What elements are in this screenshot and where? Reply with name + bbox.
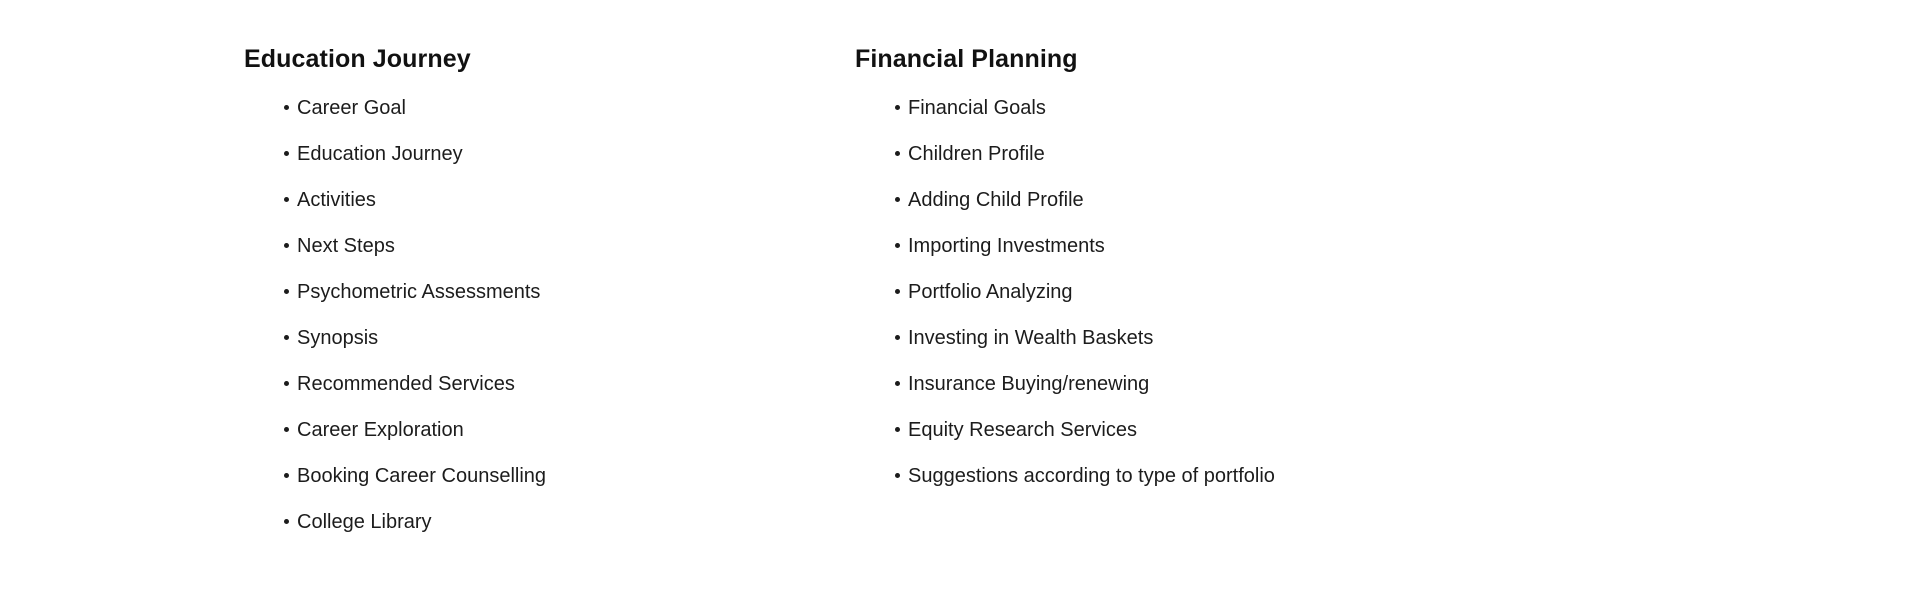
bullet-icon	[895, 151, 900, 156]
list-item[interactable]	[244, 510, 699, 534]
bullet-icon	[895, 197, 900, 202]
list-item-label: Next Steps	[297, 235, 395, 257]
bullet-icon	[895, 243, 900, 248]
bullet-icon	[284, 105, 289, 110]
list-item-label: Recommended Services	[297, 373, 515, 395]
bullet-icon	[284, 197, 289, 202]
list-item-label: Portfolio Analyzing	[908, 281, 1073, 303]
list-item-label: Insurance Buying/renewing	[908, 373, 1150, 395]
list-item[interactable]	[244, 234, 699, 258]
list-financial-planning	[855, 96, 1310, 488]
list-item[interactable]	[244, 142, 699, 166]
list-item[interactable]	[244, 418, 699, 442]
bullet-icon	[895, 473, 900, 478]
column-financial-planning	[855, 44, 1310, 556]
list-item[interactable]	[855, 418, 1310, 442]
list-item[interactable]	[855, 142, 1310, 166]
bullet-icon	[895, 289, 900, 294]
list-item-label: Career Goal	[297, 97, 406, 119]
bullet-icon	[284, 381, 289, 386]
list-item[interactable]	[244, 280, 699, 304]
bullet-icon	[284, 427, 289, 432]
bullet-icon	[895, 105, 900, 110]
bullet-icon	[895, 335, 900, 340]
list-item-label: Psychometric Assessments	[297, 281, 541, 303]
column-title-education-journey: Education Journey	[244, 45, 471, 73]
list-item[interactable]	[244, 188, 699, 212]
list-item[interactable]	[855, 464, 1310, 488]
list-item-label: Career Exploration	[297, 419, 464, 441]
list-item[interactable]	[855, 96, 1310, 120]
bullet-icon	[284, 335, 289, 340]
list-item[interactable]	[244, 372, 699, 396]
list-item-label: Financial Goals	[908, 97, 1046, 119]
bullet-icon	[284, 519, 289, 524]
bullet-icon	[284, 473, 289, 478]
list-item-label: Suggestions according to type of portfolio	[908, 465, 1275, 487]
bullet-icon	[284, 289, 289, 294]
list-item-label: Importing Investments	[908, 235, 1105, 257]
list-item-label: Adding Child Profile	[908, 189, 1084, 211]
column-education-journey	[244, 44, 699, 556]
list-item[interactable]	[855, 188, 1310, 212]
list-item-label: Booking Career Counselling	[297, 465, 547, 487]
bullet-icon	[895, 381, 900, 386]
list-item-label: Synopsis	[297, 327, 379, 349]
bullet-icon	[284, 151, 289, 156]
bullet-icon	[284, 243, 289, 248]
list-item-label: College Library	[297, 511, 432, 533]
list-item-label: Children Profile	[908, 143, 1045, 165]
column-title-financial-planning: Financial Planning	[855, 45, 1078, 73]
list-item-label: Activities	[297, 189, 376, 211]
list-item[interactable]	[244, 464, 699, 488]
list-item[interactable]	[855, 234, 1310, 258]
list-item-label: Education Journey	[297, 143, 463, 165]
list-item-label: Equity Research Services	[908, 419, 1137, 441]
list-item[interactable]	[244, 326, 699, 350]
bullet-icon	[895, 427, 900, 432]
list-education-journey	[244, 96, 699, 534]
list-item[interactable]	[855, 372, 1310, 396]
list-item-label: Investing in Wealth Baskets	[908, 327, 1154, 349]
list-item[interactable]	[244, 96, 699, 120]
list-item[interactable]	[855, 326, 1310, 350]
list-item[interactable]	[855, 280, 1310, 304]
